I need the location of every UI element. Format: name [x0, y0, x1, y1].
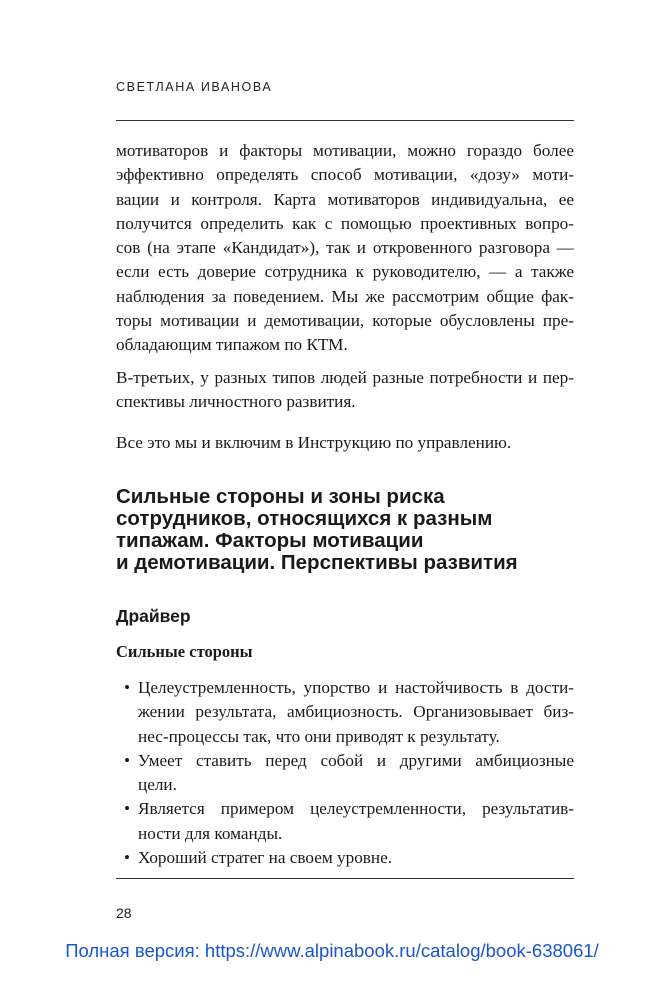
list-item	[116, 846, 574, 870]
subsubheading-strengths: Сильные стороны	[116, 642, 253, 661]
heading-line: типажам. Факторы мотивации	[116, 529, 424, 552]
full-version-link[interactable]: Полная версия: https://www.alpinabook.ru/catalog/book-638061/	[65, 940, 599, 961]
bullet-icon: •	[124, 848, 131, 868]
bullet-icon: •	[124, 799, 131, 819]
bullet-icon: •	[124, 750, 131, 770]
text-line: нес-процессы так, что они приводят к результату.	[138, 726, 500, 746]
heading-line: сотрудников, относящихся к разным	[116, 507, 493, 530]
header-rule	[116, 120, 574, 121]
text-line: эффективно определять способ мотивации, «дозу» моти-	[116, 165, 574, 185]
bullet-icon: •	[124, 678, 131, 697]
text-line: наблюдения за поведением. Мы же рассмотрим общие фак-	[116, 286, 574, 306]
running-head-author: СВЕТЛАНА ИВАНОВА	[116, 80, 273, 94]
text-line: торы мотивации и демотивации, которые обусловлены пре-	[116, 311, 574, 331]
text-line: мотиваторов и факторы мотивации, можно гораздо более	[116, 141, 574, 160]
subheading-driver: Драйвер	[116, 606, 191, 626]
text-line: В-третьих, у разных типов людей разные потребности и пер-	[116, 368, 574, 387]
paragraph-instruction	[116, 431, 574, 455]
text-line: обладающим типажом по КТМ.	[116, 335, 348, 355]
text-line: ности для команды.	[138, 823, 283, 843]
text-line: спективы личностного развития.	[116, 392, 356, 412]
text-line: вации и контроля. Карта мотиваторов индивидуальна, ее	[116, 189, 574, 209]
text-line: Хороший стратег на своем уровне.	[138, 848, 393, 868]
text-line: Умеет ставить перед собой и другими амбициозные	[138, 750, 574, 770]
page-number: 28	[116, 905, 132, 921]
text-line: сов (на этапе «Кандидат»), так и откровенного разговора —	[116, 238, 574, 258]
section-heading	[116, 486, 518, 574]
text-line: цели.	[138, 775, 177, 795]
text-line: жении результата, амбициозность. Организовывает биз-	[138, 702, 574, 722]
paragraph-motivators	[116, 139, 574, 358]
list-item	[116, 797, 574, 846]
text-line: Целеустремленность, упорство и настойчивость в дости-	[138, 678, 574, 697]
strengths-list	[116, 676, 574, 870]
text-line: если есть доверие сотрудника к руководителю, — а также	[116, 262, 574, 282]
list-item	[116, 749, 574, 798]
paragraph-third	[116, 366, 574, 415]
text-line: получится определить как с помощью проективных вопро-	[116, 213, 574, 233]
footer-rule	[116, 878, 574, 879]
heading-line: и демотивации. Перспективы развития	[116, 551, 518, 574]
text-line: Является примером целеустремленности, результатив-	[138, 799, 574, 819]
list-item	[116, 676, 574, 749]
text-line: Все это мы и включим в Инструкцию по управлению.	[116, 433, 512, 452]
heading-line: Сильные стороны и зоны риска	[116, 485, 445, 508]
